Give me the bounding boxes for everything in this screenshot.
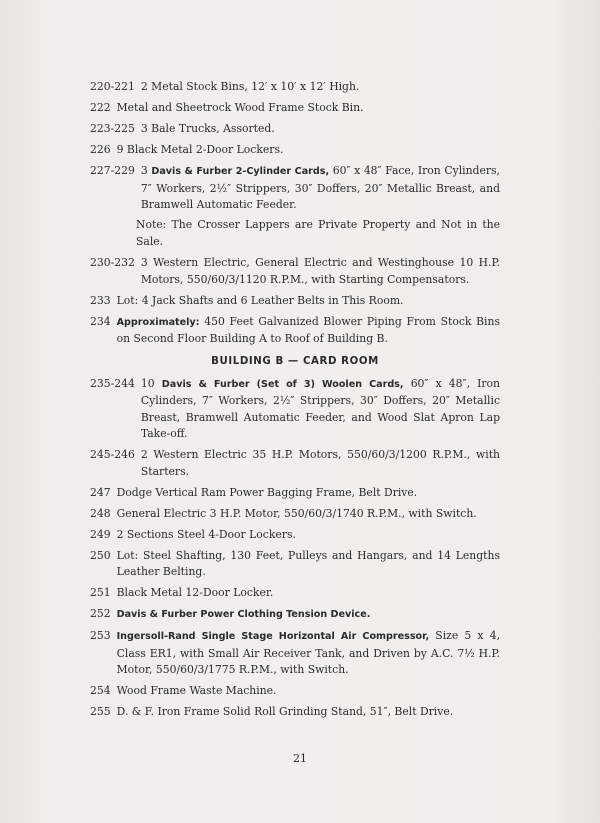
- lot-text: 2 Sections Steel 4-Door Lockers.: [116, 527, 296, 541]
- lot-description: [141, 163, 500, 214]
- lot-entry: [90, 527, 500, 544]
- lot-description: [141, 376, 500, 443]
- lot-bold-title: Davis & Furber Power Clothing Tension Device.: [116, 609, 371, 620]
- lot-text: 60″ x 48″ Face, Iron Cylinders, 7″ Workers, 2½″ Strippers, 30″ Doffers, 20″ Metallic Breast, and Bramwell Automatic Feeder.: [140, 164, 500, 211]
- lot-text: 450 Feet Galvanized Blower Piping From Stock Bins on Second Floor Building A to Roof of Building B.: [116, 314, 500, 345]
- lot-description: [117, 683, 500, 700]
- lot-text: Lot: 4 Jack Shafts and 6 Leather Belts in This Room.: [116, 293, 404, 307]
- lot-description: [141, 121, 500, 138]
- lot-number: 255: [90, 705, 111, 718]
- lot-entry: [90, 606, 500, 624]
- lot-text: 9 Black Metal 2-Door Lockers.: [116, 143, 284, 156]
- lot-description: [117, 506, 500, 523]
- lot-entry: [90, 585, 500, 602]
- lot-entry: [90, 704, 500, 721]
- page-number: 21: [293, 752, 307, 765]
- lot-entry: [90, 100, 500, 117]
- lot-number: 233: [90, 293, 111, 307]
- lot-entry: [90, 376, 500, 443]
- lot-number: 222: [90, 101, 111, 114]
- lot-number: 250: [90, 548, 111, 562]
- lot-entry: [90, 255, 500, 288]
- lot-number: 247: [90, 485, 111, 499]
- lot-bold-title: Davis & Furber 2-Cylinder Cards,: [151, 166, 330, 177]
- lot-number: 227-229: [90, 164, 135, 177]
- lot-text: Black Metal 12-Door Locker.: [116, 586, 274, 599]
- lot-number: 253: [90, 629, 111, 642]
- lot-entry: [90, 683, 500, 700]
- lot-number: 234: [90, 314, 111, 328]
- lot-entry: [90, 121, 500, 138]
- lot-number: 230-232: [90, 256, 135, 269]
- lot-description: [117, 704, 500, 721]
- lot-number: 248: [90, 506, 111, 520]
- lot-description: [117, 548, 500, 581]
- lot-description: [141, 255, 500, 288]
- lot-text: 3 Western Electric, General Electric and Westinghouse 10 H.P. Motors, 550/60/3/1120 R.P.M., with Starting Compensators.: [140, 256, 500, 286]
- lot-text: Wood Frame Waste Machine.: [116, 684, 277, 697]
- lot-description: [117, 142, 500, 159]
- lot-text: Lot: Steel Shafting, 130 Feet, Pulleys and Hangars, and 14 Lengths Leather Belting.: [116, 548, 500, 578]
- lot-description: [141, 79, 500, 96]
- lot-number: 249: [90, 527, 111, 541]
- lot-description: [117, 628, 500, 679]
- lot-list-card-room: [90, 376, 500, 721]
- lot-text: General Electric 3 H.P. Motor, 550/60/3/1740 R.P.M., with Switch.: [116, 506, 477, 520]
- lot-entry: [90, 506, 500, 523]
- lot-number: 226: [90, 143, 111, 156]
- lot-text: 2 Western Electric 35 H.P. Motors, 550/60/3/1200 R.P.M., with Starters.: [140, 448, 500, 478]
- lot-number: 245-246: [90, 448, 135, 461]
- lot-note: Note: The Crosser Lappers are Private Property and Not in the Sale.: [136, 218, 500, 248]
- lot-description: [117, 293, 500, 310]
- lot-list-building-a: [90, 79, 500, 214]
- lot-number: 252: [90, 607, 111, 620]
- lot-text: 2 Metal Stock Bins, 12′ x 10′ x 12′ High.: [140, 80, 360, 93]
- lot-text: 60″ x 48″, Iron Cylinders, 7″ Workers, 2½″ Strippers, 30″ Doffers, 20″ Metallic Breast, Bramwell Automatic Feeder, and Wood Slat Apron Lap Take-off.: [140, 376, 501, 440]
- lot-entry: [90, 314, 500, 348]
- section-heading: BUILDING B — CARD ROOM: [211, 355, 379, 367]
- lot-entry: [90, 447, 500, 480]
- lot-entry: [90, 79, 500, 96]
- lot-list-building-a-continued: [90, 255, 500, 348]
- lot-bold-title: Ingersoll-Rand Single Stage Horizontal Air Compressor,: [116, 631, 430, 642]
- lot-description: [117, 585, 500, 602]
- lot-text: 3 Bale Trucks, Assorted.: [140, 122, 275, 135]
- lot-entry: [90, 293, 500, 310]
- lot-text: D. & F. Iron Frame Solid Roll Grinding Stand, 51″, Belt Drive.: [116, 705, 454, 718]
- lot-description: [117, 314, 500, 348]
- lot-number: 254: [90, 684, 111, 697]
- lot-description: [117, 100, 500, 117]
- lot-entry: [90, 163, 500, 214]
- lot-entry: [90, 548, 500, 581]
- lot-quantity: 10: [140, 376, 155, 390]
- lot-number: 220-221: [90, 80, 135, 93]
- lot-description: [117, 527, 500, 544]
- lot-quantity: 3: [140, 164, 148, 177]
- lot-number: 223-225: [90, 122, 135, 135]
- lot-description: [141, 447, 500, 480]
- lot-bold-title: Davis & Furber (Set of 3) Woolen Cards,: [161, 378, 404, 390]
- lot-text: Size 5 x 4, Class ER1, with Small Air Receiver Tank, and Driven by A.C. 7½ H.P. Motor, 550/60/3/1775 R.P.M., with Switch.: [116, 629, 500, 676]
- lot-entry: [90, 628, 500, 679]
- lot-number: 235-244: [90, 376, 135, 390]
- lot-description: [117, 606, 500, 624]
- lot-description: [117, 485, 500, 502]
- lot-entry: [90, 485, 500, 502]
- lot-entry: [90, 142, 500, 159]
- lot-text: Dodge Vertical Ram Power Bagging Frame, Belt Drive.: [116, 485, 418, 499]
- lot-text: Metal and Sheetrock Wood Frame Stock Bin.: [116, 101, 364, 114]
- lot-bold-title: Approximately:: [116, 316, 200, 328]
- lot-number: 251: [90, 586, 111, 599]
